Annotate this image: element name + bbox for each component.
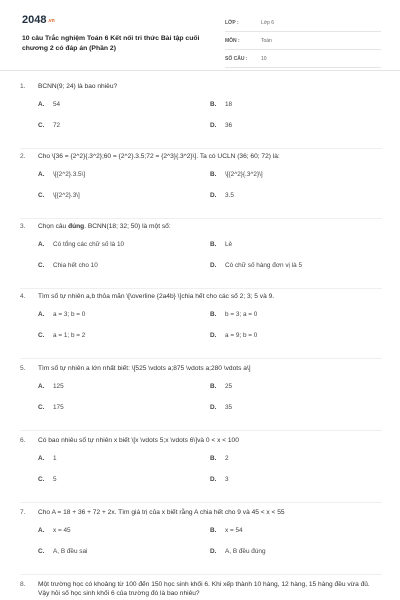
option-letter: C. [38,476,45,483]
option-letter: A. [38,311,45,318]
option-c[interactable] [38,404,198,411]
option-text: A, B đều đúng [225,548,266,555]
question-7 [20,508,382,567]
option-a[interactable] [38,241,198,248]
option-letter: D. [210,476,217,483]
option-letter: A. [38,455,45,462]
meta-row-class [225,14,381,32]
option-c[interactable] [38,548,198,555]
option-text: Chia hết cho 10 [53,262,98,269]
meta-value: Lớp 6 [261,19,275,26]
option-text: a = 1; b = 2 [53,332,86,339]
option-text: Lẻ [225,241,233,248]
option-b[interactable] [210,101,370,108]
option-b[interactable] [210,171,370,178]
site-logo[interactable] [22,14,55,26]
question-text: Tìm số tự nhiên a,b thỏa mãn \[\overline {2a4b} \]chia hết cho các số 2; 3; 5 và 9. [38,293,275,300]
option-a[interactable] [38,527,198,534]
option-a[interactable] [38,455,198,462]
option-a[interactable] [38,101,198,108]
option-letter: B. [210,383,217,390]
option-text: a = 9; b = 0 [225,332,258,339]
option-letter: C. [38,192,45,199]
option-text: \[{2^2}{.3^2}\] [225,171,263,178]
meta-row-subject [225,32,381,50]
option-letter: B. [210,455,217,462]
option-letter: B. [210,241,217,248]
option-letter: A. [38,171,45,178]
question-number: 6. [20,437,26,444]
question-divider [20,358,382,359]
option-d[interactable] [210,476,370,483]
option-letter: C. [38,548,45,555]
question-divider [20,288,382,289]
option-d[interactable] [210,332,370,339]
option-letter: B. [210,101,217,108]
option-b[interactable] [210,455,370,462]
option-c[interactable] [38,122,198,129]
question-text: Cho \[36 = {2^2}{.3^2};60 = {2^2}.3.5;72 = {2^3}{.3^2}\]. Ta có UCLN (36; 60; 72) là: [38,153,280,160]
question-text: Có bao nhiêu số tự nhiên x biết \[x \vdots 5;x \vdots 6\]và 0 < x < 100 [38,437,239,444]
option-b[interactable] [210,241,370,248]
option-text: 25 [225,383,233,390]
question-number: 8. [20,581,26,588]
option-letter: D. [210,404,217,411]
option-letter: C. [38,404,45,411]
option-letter: D. [210,122,217,129]
question-divider [20,218,382,219]
logo-suffix: .vn [47,18,55,24]
option-text: b = 3; a = 0 [225,311,258,318]
option-letter: D. [210,548,217,555]
option-letter: A. [38,241,45,248]
option-letter: A. [38,101,45,108]
option-c[interactable] [38,332,198,339]
question-number: 1. [20,83,26,90]
option-letter: C. [38,122,45,129]
question-text-part: . BCNN(18; 32; 50) là một số: [84,223,171,230]
question-divider [20,430,382,431]
question-2 [20,152,382,211]
option-b[interactable] [210,383,370,390]
meta-box [225,14,381,68]
option-d[interactable] [210,262,370,269]
question-text: Tìm số tự nhiên a lớn nhất biết: \[525 \vdots a;875 \vdots a;280 \vdots a\] [38,365,251,372]
question-divider [20,574,382,575]
option-text: 72 [53,122,61,129]
question-text: Một trường học có khoảng từ 100 đến 150 học sinh khối 6. Khi xếp thành 10 hàng, 12 hàng, 15 hàng đều vừa đủ. Vậy hỏi số học sinh khối 6 của trường đó là bao nhiêu? [38,581,370,597]
meta-label: SỐ CÂU : [225,55,248,62]
option-text: 35 [225,404,233,411]
option-text: x = 45 [53,527,71,534]
option-text: A, B đều sai [53,548,88,555]
option-d[interactable] [210,192,370,199]
option-c[interactable] [38,262,198,269]
meta-label: LỚP : [225,19,239,26]
option-d[interactable] [210,404,370,411]
option-text: 2 [225,455,229,462]
logo-text: 2048 [22,14,47,26]
page-title: 10 câu Trắc nghiệm Toán 6 Kết nối tri thức Bài tập cuối chương 2 có đáp án (Phần 2) [22,35,200,52]
option-text: \[{2^2}.3.5\] [53,171,86,178]
option-text: Có tổng các chữ số là 10 [53,241,125,248]
question-6 [20,436,382,495]
option-letter: D. [210,332,217,339]
option-text: 18 [225,101,233,108]
meta-label: MÔN : [225,37,240,44]
option-text: 175 [53,404,64,411]
meta-row-count [225,50,381,68]
option-letter: B. [210,171,217,178]
option-letter: A. [38,527,45,534]
meta-value: 10 [261,55,267,62]
question-number: 4. [20,293,26,300]
option-a[interactable] [38,383,198,390]
question-text: Cho A = 18 + 36 + 72 + 2x. Tìm giá trị của x biết rằng A chia hết cho 9 và 45 < x < 55 [38,509,285,516]
option-text: 36 [225,122,233,129]
page-header [0,0,400,68]
question-number: 7. [20,509,26,516]
option-d[interactable] [210,122,370,129]
header-divider [0,70,400,71]
option-letter: C. [38,332,45,339]
question-text: BCNN(9; 24) là bao nhiêu? [38,83,118,90]
option-b[interactable] [210,311,370,318]
option-letter: D. [210,262,217,269]
option-letter: A. [38,383,45,390]
question-text [38,222,382,231]
option-text: x = 54 [225,527,243,534]
option-letter: B. [210,311,217,318]
option-text: a = 3; b = 0 [53,311,86,318]
option-c[interactable] [38,476,198,483]
question-number: 3. [20,223,26,230]
option-a[interactable] [38,311,198,318]
meta-value: Toán [261,37,272,44]
option-letter: C. [38,262,45,269]
question-3 [20,222,382,281]
option-b[interactable] [210,527,370,534]
question-1 [20,82,382,141]
option-letter: B. [210,527,217,534]
question-4 [20,292,382,351]
question-5 [20,364,382,423]
option-text: Có chữ số hàng đơn vị là 5 [225,262,303,269]
question-text-emphasis: đúng [68,223,85,230]
option-text: \[{2^2}.3\] [53,192,80,199]
option-text: 3 [225,476,229,483]
option-text: 1 [53,455,57,462]
option-text: 3.5 [225,192,234,199]
option-c[interactable] [38,192,198,199]
question-divider [20,148,382,149]
option-text: 54 [53,101,61,108]
question-text-part: Chọn câu [38,223,69,230]
question-8 [20,580,382,598]
option-a[interactable] [38,171,198,178]
option-letter: D. [210,192,217,199]
question-number: 5. [20,365,26,372]
option-d[interactable] [210,548,370,555]
option-text: 125 [53,383,64,390]
question-divider [20,502,382,503]
question-number: 2. [20,153,26,160]
option-text: 5 [53,476,57,483]
